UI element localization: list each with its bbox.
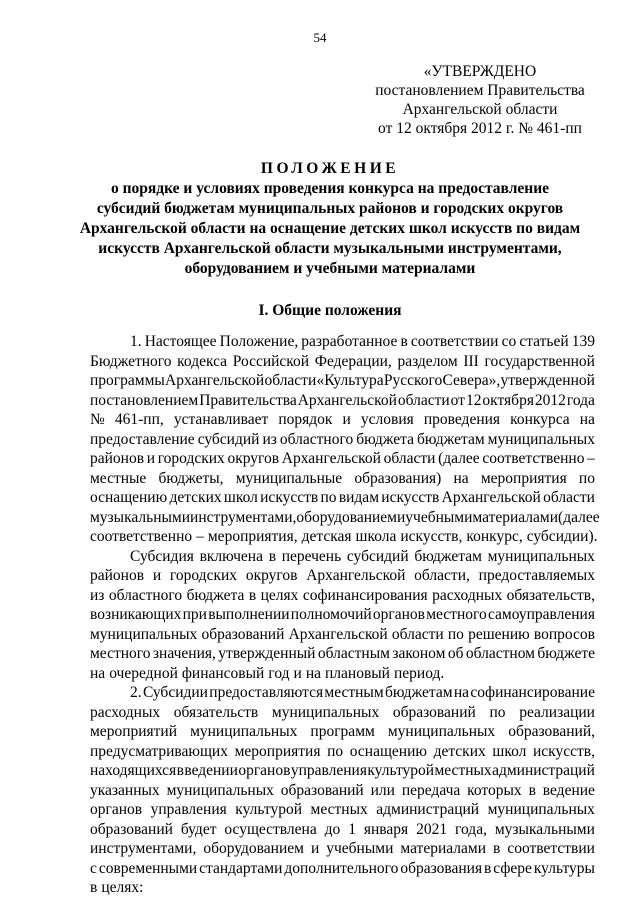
text-line: мероприятий муниципальных программ муниципальных образований, bbox=[90, 723, 595, 740]
approval-line: Архангельской области bbox=[402, 101, 558, 118]
title-line: искусств Архангельской области музыкальными инструментами, bbox=[98, 240, 562, 257]
text-line: местного значения, утвержденный областным законом об областном бюджете bbox=[90, 645, 595, 662]
text-line: предусматривающих мероприятия по оснащению детских школ искусств, bbox=[90, 742, 595, 760]
text-line: с современными стандартами дополнительного образования в сфере культуры bbox=[90, 859, 595, 877]
text-line: инструментами, оборудованием и учебными материалами в соответствии bbox=[90, 840, 595, 857]
title-line: субсидий бюджетам муниципальных районов и городских округов bbox=[96, 200, 564, 217]
title-line: Архангельской области на оснащение детских школ искусств по видам bbox=[79, 220, 581, 237]
text-line: органов управления культурой местных администраций муниципальных bbox=[90, 801, 595, 818]
text-line: районов и городских округов Архангельской области (далее соответственно – bbox=[90, 450, 595, 467]
paragraph bbox=[90, 332, 600, 547]
title-line: оборудованием и учебными материалами bbox=[184, 260, 476, 277]
text-line: на очередной финансовый год и на плановый период. bbox=[90, 664, 445, 682]
body-text bbox=[90, 332, 600, 898]
text-line: указанных муниципальных образований или передача которых в ведение bbox=[90, 781, 595, 799]
text-line: постановлением Правительства Архангельской области от 12 октября 2012 года bbox=[90, 391, 595, 409]
text-line: районов и городских округов Архангельской области, предоставляемых bbox=[90, 567, 595, 584]
text-line: расходных обязательств муниципальных образований по реализации bbox=[90, 703, 595, 721]
text-line: программы Архангельской области «Культура Русского Севера», утвержденной bbox=[90, 372, 595, 389]
text-line: 1. Настоящее Положение, разработанное в соответствии со статьей 139 bbox=[130, 333, 595, 350]
approval-stamp bbox=[360, 62, 600, 138]
text-line: соответственно – мероприятия, детская школа искусств, конкурс, субсидии). bbox=[90, 528, 598, 545]
text-line: 2. Субсидии предоставляются местным бюджетам на софинансирование bbox=[130, 684, 595, 701]
title-line: о порядке и условиях проведения конкурса на предоставление bbox=[110, 180, 550, 197]
text-line: возникающих при выполнении полномочий органов местного самоуправления bbox=[90, 606, 595, 623]
page-number: 54 bbox=[313, 30, 327, 45]
title-main: ПОЛОЖЕНИЕ bbox=[260, 160, 400, 177]
text-line: № 461-пп, устанавливает порядок и условия проведения конкурса на bbox=[90, 411, 595, 428]
text-line: находящихся в ведении органов управления культурой местных администраций bbox=[90, 762, 595, 779]
text-line: образований будет осуществлена до 1 января 2021 года, музыкальными bbox=[90, 820, 595, 838]
document-title bbox=[70, 159, 590, 279]
text-line: предоставление субсидий из областного бюджета бюджетам муниципальных bbox=[90, 430, 595, 448]
text-line: в целях: bbox=[90, 879, 144, 896]
text-line: оснащению детских школ искусств по видам искусств Архангельской области bbox=[90, 489, 595, 506]
section-heading: I. Общие положения bbox=[258, 302, 402, 319]
paragraph bbox=[90, 683, 595, 898]
paragraph bbox=[90, 547, 595, 684]
text-line: из областного бюджета в целях софинансирования расходных обязательств, bbox=[90, 586, 595, 604]
text-line: муниципальных образований Архангельской области по решению вопросов bbox=[90, 625, 595, 643]
text-line: Субсидия включена в перечень субсидий бюджетам муниципальных bbox=[130, 547, 595, 565]
approval-line: от 12 октября 2012 г. № 461-пп bbox=[378, 120, 582, 137]
approval-line: постановлением Правительства bbox=[375, 82, 585, 99]
text-line: Бюджетного кодекса Российской Федерации, разделом III государственной bbox=[90, 352, 595, 370]
text-line: музыкальными инструментами, оборудованием и учебными материалами (далее bbox=[90, 508, 600, 526]
approval-line: «УТВЕРЖДЕНО bbox=[423, 63, 537, 80]
text-line: местные бюджеты, муниципальные образования) на мероприятия по bbox=[90, 469, 595, 487]
